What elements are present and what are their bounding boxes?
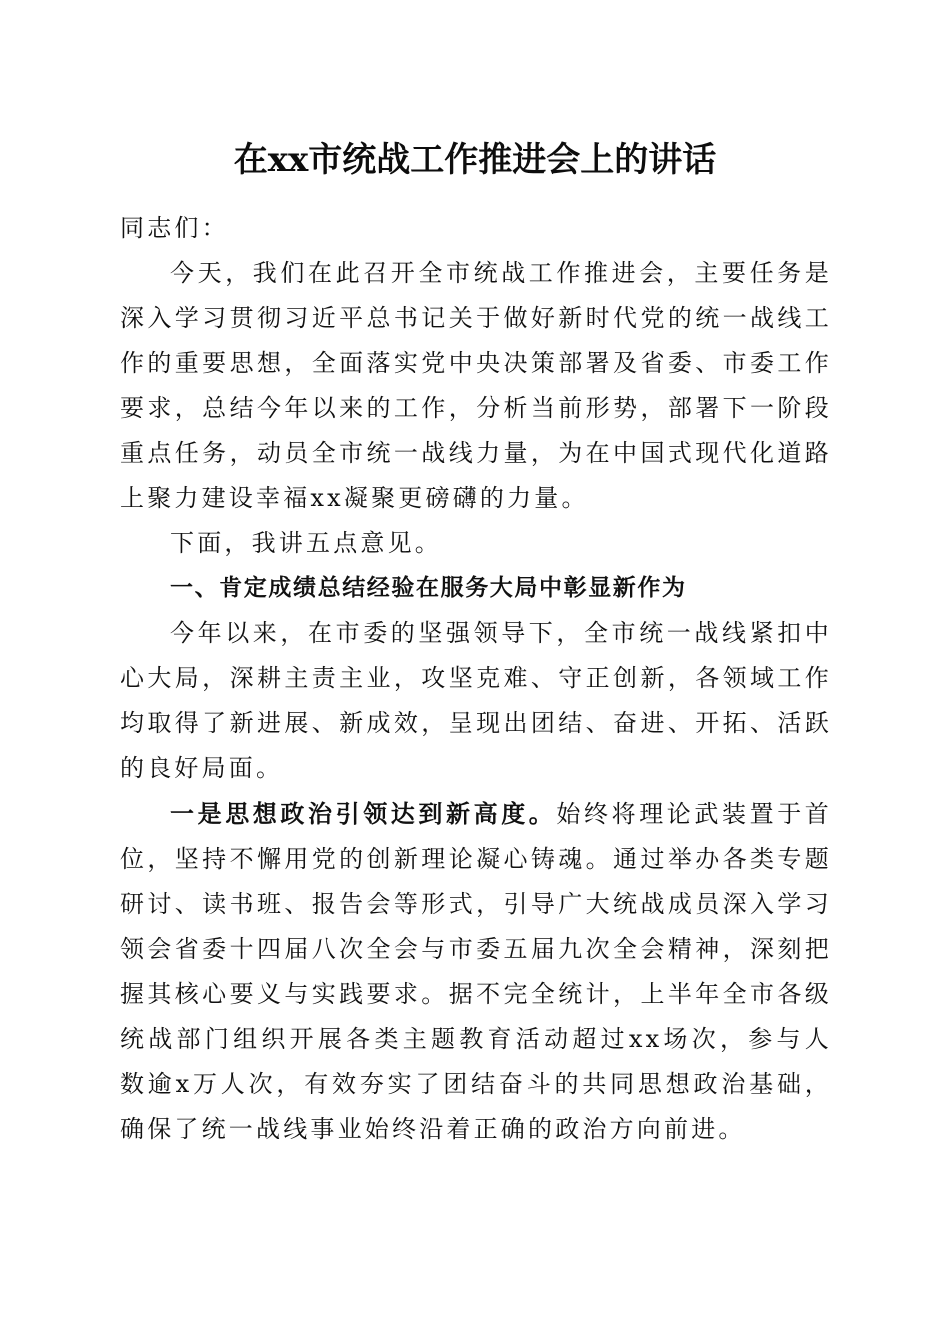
- point-1-lead: 一是思想政治引领达到新高度。: [170, 799, 557, 828]
- transition-paragraph: 下面，我讲五点意见。: [170, 529, 442, 557]
- intro-paragraph: 今天，我们在此召开全市统战工作推进会，主要任务是深入学习贯彻习近平总书记关于做好新时代党的统一战线工作的重要思想，全面落实党中央决策部署及省委、市委工作要求，总结今年以来的工作，分析当前形势，部署下一阶段重点任务，动员全市统一战线力量，为在中国式现代化道路上聚力建设幸福xx凝聚更磅礴的力量。: [120, 259, 832, 512]
- point-1-text: 始终将理论武装置于首位，坚持不懈用党的创新理论凝心铸魂。通过举办各类专题研讨、读书班、报告会等形式，引导广大统战成员深入学习领会省委十四届八次全会与市委五届九次全会精神，深刻把握其核心要义与实践要求。据不完全统计，上半年全市各级统战部门组织开展各类主题教育活动超过xx场次，参与人数逾x万人次，有效夯实了团结奋斗的共同思想政治基础，确保了统一战线事业始终沿着正确的政治方向前进。: [120, 800, 833, 1143]
- section-1-heading: 一、肯定成绩总结经验在服务大局中彰显新作为: [170, 575, 687, 601]
- document-body: [120, 206, 832, 1152]
- salutation: 同志们：: [120, 214, 229, 242]
- document-title: 在xx市统战工作推进会上的讲话: [233, 140, 717, 180]
- section-1-paragraph: 今年以来，在市委的坚强领导下，全市统一战线紧扣中心大局，深耕主责主业，攻坚克难、守正创新，各领域工作均取得了新进展、新成效，呈现出团结、奋进、开拓、活跃的良好局面。: [120, 619, 832, 782]
- point-1-paragraph: [120, 791, 832, 1152]
